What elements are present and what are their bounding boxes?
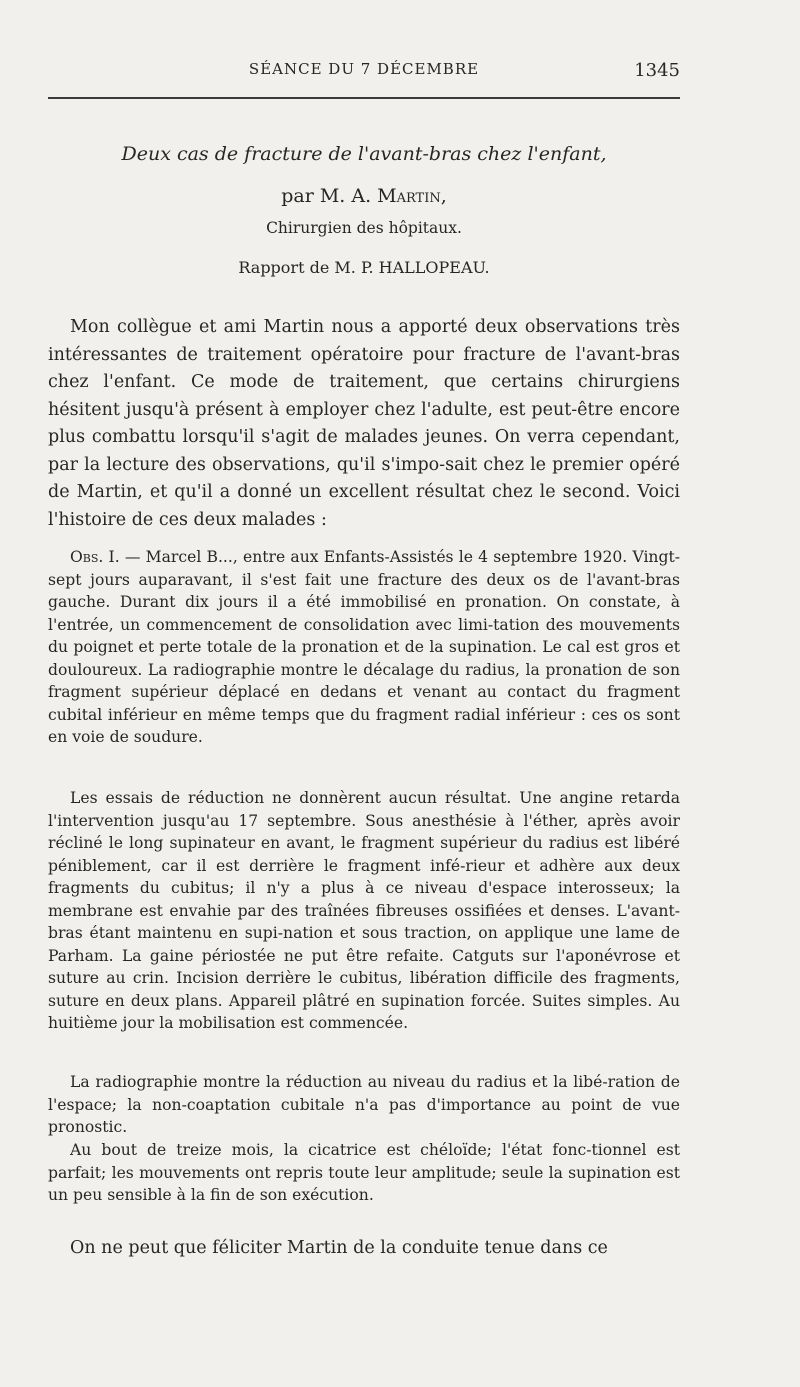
closing-paragraph: On ne peut que féliciter Martin de la conduite tenue dans ce (70, 1238, 608, 1258)
observation-paragraph (48, 546, 680, 749)
observation-paragraph-4: Au bout de treize mois, la cicatrice est chéloïde; l'état fonc-tionnel est parfait; les mouvements ont repris toute leur amplitude; seule la supination est un peu sensible à la fin de son exécution. (48, 1141, 680, 1204)
page-number: 1345 (634, 60, 680, 81)
running-title: SÉANCE DU 7 DÉCEMBRE (248, 60, 480, 78)
observation-paragraph-3: La radiographie montre la réduction au niveau du radius et la libé-ration de l'espace; la non-coaptation cubitale n'a pas d'importance au point de vue pronostic. (48, 1073, 680, 1136)
article-title: Deux cas de fracture de l'avant-bras chez l'enfant, (121, 143, 607, 165)
header-rule (48, 97, 680, 99)
observation-text: — Marcel B..., entre aux Enfants-Assistés le 4 septembre 1920. Vingt-sept jours auparavant, il s'est fait une fracture des deux os de l'avant-bras gauche. Durant dix jours il a été immobilisé en pronation. On constate, à l'entrée, un commencement de consolidation avec limi-tation des mouvements du poignet et perte totale de la pronation et de la supination. Le cal est gros et douloureux. La radiographie montre le décalage du radius, la pronation de son fragment supérieur déplacé en dedans et venant au contact du fragment cubital inférieur en même temps que du fragment radial inférieur : ces os sont en voie de soudure. (48, 548, 680, 746)
running-head (48, 60, 680, 84)
author-affiliation: Chirurgien des hôpitaux. (266, 219, 462, 237)
article-author (48, 185, 680, 207)
author-name: Martin, (377, 185, 447, 207)
observation-label: Obs. I. (70, 548, 120, 566)
report-line: Rapport de M. P. HALLOPEAU. (238, 258, 490, 277)
author-prefix: par M. A. (281, 185, 378, 207)
intro-paragraph: Mon collègue et ami Martin nous a apporté deux observations très intéressantes de traitement opératoire pour fracture de l'avant-bras chez l'enfant. Ce mode de traitement, que certains chirurgiens hésitent jusqu'à présent à employer chez l'adulte, est peut-être encore plus combattu lorsqu'il s'agit de malades jeunes. On verra cependant, par la lecture des observations, qu'il s'impo-sait chez le premier opéré de Martin, et qu'il a donné un excellent résultat chez le second. Voici l'histoire de ces deux malades : (48, 317, 680, 530)
observation-paragraph-2: Les essais de réduction ne donnèrent aucun résultat. Une angine retarda l'intervention jusqu'au 17 septembre. Sous anesthésie à l'éther, après avoir récliné le long supinateur en avant, le fragment supérieur du radius est libéré péniblement, car il est derrière le fragment infé-rieur et adhère aux deux fragments du cubitus; il n'y a plus à ce niveau d'espace interosseux; la membrane est envahie par des traînées fibreuses ossifiées et denses. L'avant-bras étant maintenu en supi-nation et sous traction, on applique une lame de Parham. La gaine périostée ne put être refaite. Catguts sur l'aponévrose et suture au crin. Incision derrière le cubitus, libération difficile des fragments, suture en deux plans. Appareil plâtré en supination forcée. Suites simples. Au huitième jour la mobilisation est commencée. (48, 789, 680, 1032)
